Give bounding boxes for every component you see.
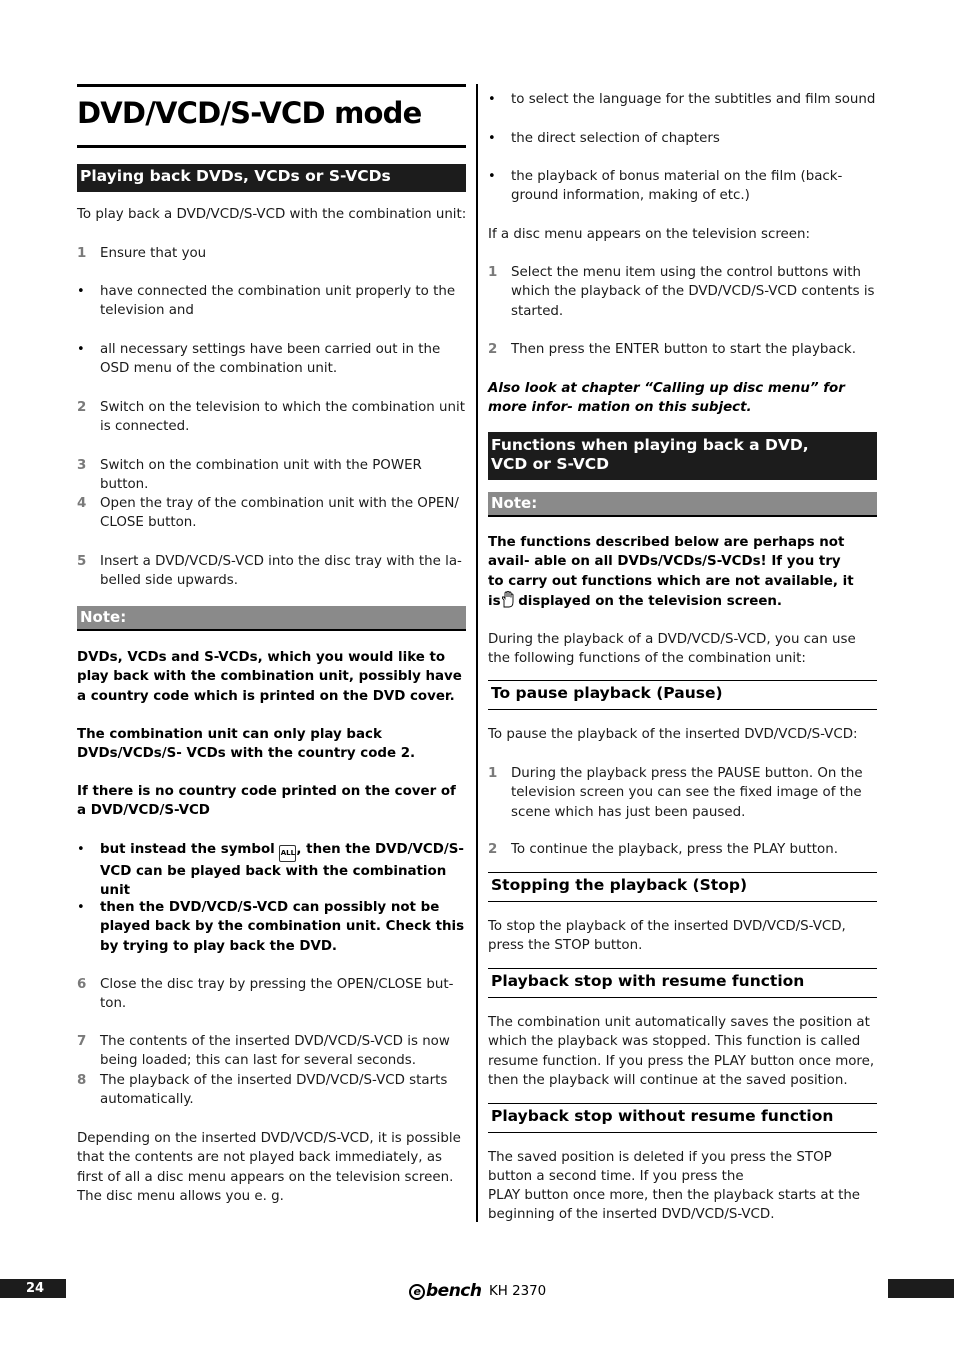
step-number: 2 [488, 342, 498, 357]
section-heading-line: Functions when playing back a DVD, [491, 436, 809, 454]
step-number: 2 [77, 400, 87, 415]
note-bullet: then the DVD/VCD/S-VCD can possibly not be played back by the combination unit. Check this by trying to play back the DVD. [100, 900, 465, 954]
note-text-post: displayed on the television screen. [513, 593, 783, 609]
bullet-marker: • [77, 842, 85, 857]
page-title: DVD/VCD/S-VCD mode [77, 96, 422, 130]
step-text: Ensure that you [100, 246, 207, 261]
model-number: KH 2370 [489, 1284, 547, 1299]
subheading-resume: Playback stop with resume function [488, 968, 877, 998]
step-text: Then press the ENTER button to start the playback. [511, 342, 856, 357]
bullet-text: all necessary settings have been carried out in the OSD menu of the combination unit. [100, 342, 441, 377]
menu-intro: If a disc menu appears on the television screen: [488, 227, 811, 242]
note-text: The combination unit can only play back DVDs/VCDs/S- VCDs with the country code 2. [77, 727, 416, 762]
all-region-symbol-icon: ALL [279, 845, 296, 862]
also-look-text: Also look at chapter “Calling up disc menu” for more infor- mation on this subject. [488, 381, 845, 416]
brand-logo-text: bench [426, 1281, 482, 1301]
note-text: If there is no country code printed on the cover of a DVD/VCD/S-VCD [77, 784, 456, 819]
step-text: Switch on the television to which the combination unit is connected. [100, 400, 465, 435]
note-label: Note: [77, 606, 466, 631]
step-number: 4 [77, 496, 87, 511]
step-text: Open the tray of the combination unit with the OPEN/ CLOSE button. [100, 496, 459, 531]
brand-logo [409, 1282, 481, 1300]
step-number: 3 [77, 458, 87, 473]
section-heading-functions [488, 432, 877, 480]
step-number: 5 [77, 554, 87, 569]
note-bullet-post: , then the DVD/VCD/S-VCD can be played back with the combination unit [100, 842, 464, 899]
step-text: Close the disc tray by pressing the OPEN/CLOSE but- ton. [100, 977, 454, 1012]
bullet-text: to select the language for the subtitles and film sound [511, 92, 876, 107]
note-text: DVDs, VCDs and S-VCDs, which you would like to play back with the combination unit, possibly have a country code which is printed on the DVD cover. [77, 650, 462, 704]
bullet-text: the playback of bonus material on the film (back- ground information, making of etc.) [511, 169, 843, 204]
step-text: The contents of the inserted DVD/VCD/S-VCD is now being loaded; this can last for several seconds. [100, 1034, 450, 1069]
step-number: 1 [77, 246, 87, 261]
title-rule-bottom [77, 145, 466, 148]
bullet-marker: • [77, 284, 85, 299]
stop-text: To stop the playback of the inserted DVD/VCD/S-VCD, press the STOP button. [488, 919, 846, 954]
hand-icon [501, 591, 514, 608]
bullet-marker: • [77, 342, 85, 357]
bullet-marker: • [77, 900, 85, 915]
note-bullet [100, 840, 470, 901]
step-number: 7 [77, 1034, 87, 1049]
resume-text: The combination unit automatically saves the position at which the playback was stopped. This function is called resume function. If you press the PLAY button once more, then the playback will continue at the saved position. [488, 1015, 875, 1088]
subheading-no-resume: Playback stop without resume function [488, 1103, 877, 1133]
step-text: During the playback press the PAUSE button. On the television screen you can see the fixed image of the scene which has just been paused. [511, 766, 863, 820]
bullet-text: the direct selection of chapters [511, 131, 720, 146]
during-text: During the playback of a DVD/VCD/S-VCD, you can use the following functions of the combination unit: [488, 632, 856, 667]
note-label: Note: [488, 492, 877, 517]
step-text: To continue the playback, press the PLAY button. [511, 842, 838, 857]
footer-bar-right [888, 1279, 954, 1298]
bullet-marker: • [488, 169, 496, 184]
step-number: 1 [488, 265, 498, 280]
note-bullet-pre: but instead the symbol [100, 842, 275, 857]
bullet-marker: • [488, 131, 496, 146]
step-text: Select the menu item using the control buttons with which the playback of the DVD/VCD/S-VCD contents is started. [511, 265, 875, 319]
step-text: The playback of the inserted DVD/VCD/S-VCD starts automatically. [100, 1073, 448, 1108]
step-number: 2 [488, 842, 498, 857]
title-rule-top [77, 84, 466, 87]
no-resume-text: The saved position is deleted if you press the STOP button a second time. If you press the [488, 1150, 832, 1185]
column-divider [476, 84, 478, 1222]
subheading-stop: Stopping the playback (Stop) [488, 872, 877, 902]
step-number: 1 [488, 766, 498, 781]
intro-text: To play back a DVD/VCD/S-VCD with the combination unit: [77, 207, 467, 222]
step-number: 6 [77, 977, 87, 992]
bullet-text: have connected the combination unit properly to the television and [100, 284, 456, 319]
section-heading-line: VCD or S-VCD [491, 455, 610, 473]
section-heading-playing-back: Playing back DVDs, VCDs or S-VCDs [77, 164, 466, 192]
step-text: Insert a DVD/VCD/S-VCD into the disc tray with the la- belled side upwards. [100, 554, 462, 589]
pause-intro: To pause the playback of the inserted DVD/VCD/S-VCD: [488, 727, 858, 742]
step-text: Switch on the combination unit with the POWER button. [100, 458, 422, 493]
bullet-marker: • [488, 92, 496, 107]
note-text-pre: The functions described below are perhaps not avail- able on all DVDs/VCDs/S-VCDs! If you try to carry out functions which are not available, it is [488, 535, 854, 609]
closing-text: Depending on the inserted DVD/VCD/S-VCD, it is possible that the contents are not played back immediately, as first of all a disc menu appears on the television screen. The disc menu allows you e. g. [77, 1131, 461, 1204]
step-number: 8 [77, 1073, 87, 1088]
subheading-pause: To pause playback (Pause) [488, 680, 877, 710]
note-text [488, 533, 860, 611]
brand-logo-mark: e [409, 1284, 425, 1300]
page-number: 24 [0, 1279, 66, 1298]
no-resume-text: PLAY button once more, then the playback starts at the beginning of the inserted DVD/VCD/S-VCD. [488, 1188, 861, 1223]
